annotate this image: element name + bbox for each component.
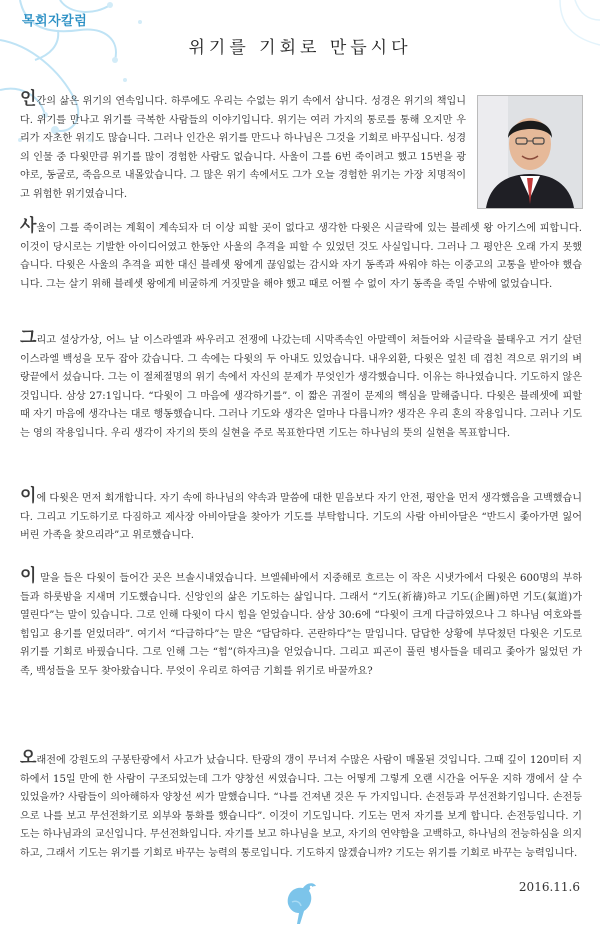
author-photo	[477, 95, 583, 209]
drop-cap: 이	[20, 486, 37, 506]
drop-cap: 이	[20, 566, 37, 586]
drop-cap: 사	[20, 216, 37, 236]
article-paragraph: 이에 다윗은 먼저 회개합니다. 자기 속에 하나님의 약속과 말씀에 대한 믿음보다 자기 안전, 평안을 먼저 생각했음을 고백했습니다. 그리고 기도하기로 다짐하고 제사장 아비아달을 찾아가 기도를 부탁합니다. 기도의 사람 아비아달은 “반드시 좇아가면 잃어버린 가족을 찾으리라”고 위로했습니다.	[20, 486, 582, 542]
article-paragraph: 인간의 삶은 위기의 연속입니다. 하루에도 우리는 수없는 위기 속에서 삽니다. 성경은 위기의 책입니다. 위기를 만나고 위기를 극복한 사람들의 이야기입니다. 위기는 여러 가지의 통로를 통해 오지만 우리가 자초한 위기도 많습니다. 그러나 인간은 위기를 만드나 하나님은 그것을 기회로 바꾸십니다. 성경의 인물 중 다윗만큼 위기를 많이 경험한 사람도 없습니다. 사울이 그를 6번 죽이려고 했고 15번을 광야로, 동굴로, 죽음으로 내몰았습니다. 그 많은 위기 속에서도 그가 오늘 경험한 위기는 가장 치명적이고 위험한 위기였습니다.	[20, 89, 466, 200]
article-paragraph: 오래전에 강원도의 구봉탄광에서 사고가 났습니다. 탄광의 갱이 무너져 수많은 사람이 매몰된 것입니다. 그때 깊이 120미터 지하에서 15일 만에 한 사람이 구조되었는데 그가 양창선 씨였습니다. 그는 어떻게 그렇게 오랜 시간을 어두운 지하 갱에서 살 수 있었을까? 사람들이 의아해하자 양창선 씨가 말했습니다. “나를 건져낸 것은 두 가지입니다. 손전등과 무선전화기입니다. 손전등으로 나를 보고 무선전화기로 외부와 통화를 했습니다”. 이것이 기도입니다. 기도는 먼저 자기를 보게 합니다. 손전등입니다. 기도는 하나님과의 교신입니다. 무선전화입니다. 자기를 보고 하나님을 보고, 자기의 연약함을 고백하고, 하나님의 전능하심을 의지하고, 그래서 기도는 위기를 기회로 바꾸는 능력의 통로입니다. 기도하지 않겠습니까? 기도는 위기를 기회로 바꾸는 능력입니다.	[20, 748, 582, 859]
publish-date: 2016.11.6	[518, 880, 580, 894]
drop-cap: 오	[20, 748, 37, 768]
drop-cap: 그	[20, 328, 37, 348]
article-paragraph: 사울이 그를 죽이려는 계획이 계속되자 더 이상 피할 곳이 없다고 생각한 다윗은 시글락에 있는 블레셋 왕 아기스에 피합니다. 이것이 당시로는 기발한 아이디어였고 한동안 사울의 추격을 피할 수 있었던 것도 사실입니다. 그러나 그 평안은 오래 가지 못했습니다. 다윗은 사울의 추격을 피한 대신 블레셋 왕에게 끊임없는 감시와 자기 동족과 싸워야 하는 이중고의 고통을 받아야 했습니다. 그는 살기 위해 블레셋 왕에게 비굴하게 거짓말을 해야 했고 때로 어쩔 수 없이 자기 동족을 죽일 수밖에 없었습니다.	[20, 216, 582, 290]
article-paragraph: 이 말을 들은 다윗이 들어간 곳은 브솔시내였습니다. 브엘쉐바에서 지중해로 흐르는 이 작은 시냇가에서 다윗은 600명의 부하들과 하룻밤을 지새며 기도했습니다. 신앙인의 삶은 기도하는 삶입니다. 그래서 “기도(祈禱)하고 기도(企圖)하면 기도(氣道)가 열린다”는 말이 있습니다. 그로 인해 다윗이 다시 힘을 얻었습니다. 삼상 30:6에 “다윗이 크게 다급하였으나 그 하나님 여호와를 힘입고 용기를 얻었더라”. 여기서 “다급하다”는 말은 “답답하다. 곤란하다”는 말입니다. 답답한 상황에 부닥쳤던 다윗은 기도로 위기를 기회로 바꿨습니다. 그로 인해 그는 “힘”(하자크)을 얻었습니다. 그리고 피곤이 풀린 병사들을 데리고 좇아가 잃었던 가족, 백성들을 모두 찾아왔습니다. 무엇이 우리로 하여금 기회를 위기로 바꿀까요?	[20, 566, 582, 677]
page-title: 위기를 기회로 만듭시다	[188, 38, 412, 58]
drop-cap: 인	[20, 89, 37, 109]
article-paragraph: 그리고 설상가상, 어느 날 이스라엘과 싸우러고 전쟁에 나갔는데 시막족속인 아말렉이 쳐들어와 시글락을 불태우고 거기 살던 이스라엘 백성을 모두 잡아 갔습니다. 그 속에는 다윗의 두 아내도 있었습니다. 내우외환, 다윗은 엎친 데 겹친 격으로 위기의 벼랑끝에서 섰습니다. 그는 이 절체절명의 위기 속에서 자신의 문제가 무엇인가 생각했습니다. 이유는 하나였습니다. 기도하지 않은 것입니다. 삼상 27:1입니다. “다윗이 그 마음에 생각하기를”. 이 짧은 귀절이 문제의 핵심을 말해줍니다. 다윗은 블레셋에 피할 때 자기 마음에 생각나는 대로 행동했습니다. 그러나 기도와 생각은 얼마나 다릅니까? 생각은 우리 혼의 작용입니다. 그러나 기도는 영의 작용입니다. 우리 생각이 자기의 뜻의 실현을 주로 목표한다면 기도는 하나님의 뜻의 실현을 목표합니다.	[20, 328, 582, 439]
pastor-portrait-icon	[478, 96, 582, 208]
bird-icon	[270, 870, 330, 930]
section-label: 목회자칼럼	[22, 14, 88, 29]
